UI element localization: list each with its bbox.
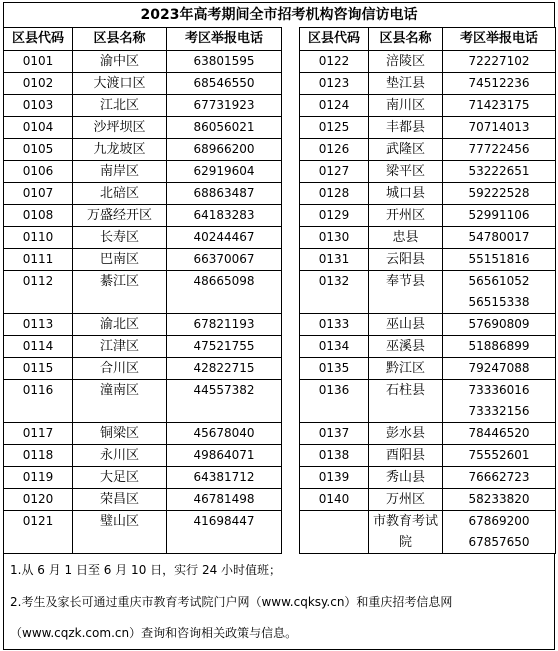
phone-number: 42822715 [193,361,255,375]
phone-number: 58233820 [468,492,530,506]
district-name: 铜梁区 [73,423,167,445]
note-1: 1.从 6 月 1 日至 6 月 10 日，实行 24 小时值班； [10,563,282,577]
report-phone [167,249,282,271]
district-code [300,511,369,554]
district-code: 0101 [4,51,73,73]
district-name: 南岸区 [73,161,167,183]
district-name: 大渡口区 [73,73,167,95]
district-name: 彭水县 [369,423,443,445]
phone-number: 74512236 [468,76,530,90]
report-phone [167,380,282,423]
report-phone [167,314,282,336]
district-code: 0130 [300,227,369,249]
district-name: 南川区 [369,95,443,117]
district-code: 0112 [4,271,73,314]
table-row [4,271,556,314]
district-name: 云阳县 [369,249,443,271]
report-phone [167,205,282,227]
phone-number: 56515338 [468,295,530,309]
district-name: 璧山区 [73,511,167,554]
report-phone [443,161,556,183]
phone-number: 67731923 [193,98,255,112]
header-phone-right: 考区举报电话 [443,28,556,51]
report-phone [443,139,556,161]
column-gap [282,28,300,51]
report-phone [167,489,282,511]
district-name: 渝北区 [73,314,167,336]
phone-number: 86056021 [193,120,255,134]
report-phone [443,380,556,423]
district-code: 0120 [4,489,73,511]
report-phone [167,117,282,139]
table-row [4,380,556,423]
table-row [4,489,556,511]
notes-section [3,554,555,650]
district-code: 0102 [4,73,73,95]
district-code: 0114 [4,336,73,358]
phone-number: 52991106 [468,208,530,222]
district-code: 0123 [300,73,369,95]
district-code: 0105 [4,139,73,161]
district-code: 0137 [300,423,369,445]
phone-number: 75552601 [468,448,530,462]
report-phone [443,314,556,336]
header-phone-left: 考区举报电话 [167,28,282,51]
table-row [4,51,556,73]
report-phone [167,271,282,314]
phone-number: 78446520 [468,426,530,440]
district-code: 0129 [300,205,369,227]
district-name: 潼南区 [73,380,167,423]
report-phone [443,271,556,314]
district-code: 0131 [300,249,369,271]
column-gap [282,73,300,95]
district-code: 0127 [300,161,369,183]
page-title: 2023年高考期间全市招考机构咨询信访电话 [3,2,555,27]
phone-number: 41698447 [193,514,255,528]
district-name: 巫溪县 [369,336,443,358]
report-phone [443,117,556,139]
phone-number: 64381712 [193,470,255,484]
column-gap [282,314,300,336]
report-phone [167,423,282,445]
district-name: 奉节县 [369,271,443,314]
column-gap [282,183,300,205]
district-code: 0107 [4,183,73,205]
district-name: 荣昌区 [73,489,167,511]
column-gap [282,271,300,314]
district-name: 长寿区 [73,227,167,249]
district-code: 0122 [300,51,369,73]
district-name: 丰都县 [369,117,443,139]
district-code: 0103 [4,95,73,117]
district-name: 梁平区 [369,161,443,183]
table-row [4,314,556,336]
table-row [4,358,556,380]
note-2: 2.考生及家长可通过重庆市教育考试院门户网（www.cqksy.cn）和重庆招考信息网（www.cqzk.com.cn）查询和咨询相关政策与信息。 [10,595,453,640]
phone-number: 47521755 [193,339,255,353]
table-row [4,511,556,554]
district-name: 开州区 [369,205,443,227]
phone-number: 57690809 [468,317,530,331]
district-name: 武隆区 [369,139,443,161]
column-gap [282,205,300,227]
phone-number: 76662723 [468,470,530,484]
header-name-left: 区县名称 [73,28,167,51]
report-phone [443,511,556,554]
district-name: 江津区 [73,336,167,358]
table-row [4,249,556,271]
district-name: 合川区 [73,358,167,380]
district-code: 0124 [300,95,369,117]
report-phone [167,358,282,380]
table-row [4,73,556,95]
district-code: 0108 [4,205,73,227]
phone-number: 67821193 [193,317,255,331]
column-gap [282,380,300,423]
report-phone [443,358,556,380]
phone-number: 68546550 [193,76,255,90]
district-code: 0134 [300,336,369,358]
district-code: 0128 [300,183,369,205]
district-code: 0115 [4,358,73,380]
report-phone [443,183,556,205]
district-name: 万盛经开区 [73,205,167,227]
district-code: 0139 [300,467,369,489]
table-row [4,336,556,358]
district-code: 0104 [4,117,73,139]
phone-number: 66370067 [193,252,255,266]
phone-number: 73336016 [468,383,530,397]
table-row [4,445,556,467]
district-name: 巫山县 [369,314,443,336]
report-phone [443,73,556,95]
phone-number: 72227102 [468,54,530,68]
district-code: 0138 [300,445,369,467]
district-code: 0110 [4,227,73,249]
phone-number: 67869200 [468,514,530,528]
district-name: 綦江区 [73,271,167,314]
district-code: 0106 [4,161,73,183]
district-name: 市教育考试院 [369,511,443,554]
report-phone [167,227,282,249]
column-gap [282,95,300,117]
report-phone [167,139,282,161]
district-name: 九龙坡区 [73,139,167,161]
report-phone [167,51,282,73]
contact-table [3,27,556,554]
phone-number: 73332156 [468,404,530,418]
phone-number: 48665098 [193,274,255,288]
phone-number: 64183283 [193,208,255,222]
district-name: 城口县 [369,183,443,205]
column-gap [282,51,300,73]
phone-number: 56561052 [468,274,530,288]
phone-number: 49864071 [193,448,255,462]
phone-number: 79247088 [468,361,530,375]
district-code: 0117 [4,423,73,445]
phone-number: 53222651 [468,164,530,178]
phone-number: 45678040 [193,426,255,440]
district-name: 垫江县 [369,73,443,95]
district-name: 秀山县 [369,467,443,489]
report-phone [443,445,556,467]
phone-number: 44557382 [193,383,255,397]
phone-number: 59222528 [468,186,530,200]
table-row [4,423,556,445]
phone-number: 62919604 [193,164,255,178]
report-phone [167,445,282,467]
table-row [4,95,556,117]
table-row [4,227,556,249]
district-name: 酉阳县 [369,445,443,467]
district-code: 0133 [300,314,369,336]
report-phone [167,161,282,183]
column-gap [282,249,300,271]
district-name: 巴南区 [73,249,167,271]
report-phone [167,336,282,358]
column-gap [282,445,300,467]
district-code: 0119 [4,467,73,489]
report-phone [167,467,282,489]
district-name: 忠县 [369,227,443,249]
phone-number: 70714013 [468,120,530,134]
phone-number: 55151816 [468,252,530,266]
report-phone [443,227,556,249]
column-gap [282,336,300,358]
header-code-left: 区县代码 [4,28,73,51]
district-code: 0126 [300,139,369,161]
district-name: 黔江区 [369,358,443,380]
column-gap [282,139,300,161]
phone-number: 51886899 [468,339,530,353]
phone-number: 63801595 [193,54,255,68]
phone-number: 67857650 [468,535,530,549]
phone-number: 68966200 [193,142,255,156]
column-gap [282,467,300,489]
column-gap [282,511,300,554]
district-code: 0118 [4,445,73,467]
table-header-row [4,28,556,51]
phone-number: 46781498 [193,492,255,506]
phone-number: 54780017 [468,230,530,244]
header-code-right: 区县代码 [300,28,369,51]
report-phone [167,73,282,95]
district-name: 沙坪坝区 [73,117,167,139]
table-row [4,205,556,227]
column-gap [282,423,300,445]
district-code: 0121 [4,511,73,554]
report-phone [443,205,556,227]
header-name-right: 区县名称 [369,28,443,51]
table-row [4,139,556,161]
report-phone [167,511,282,554]
report-phone [167,95,282,117]
district-name: 永川区 [73,445,167,467]
phone-number: 40244467 [193,230,255,244]
phone-number: 71423175 [468,98,530,112]
district-code: 0135 [300,358,369,380]
report-phone [443,423,556,445]
district-name: 石柱县 [369,380,443,423]
phone-number: 77722456 [468,142,530,156]
district-name: 涪陵区 [369,51,443,73]
district-name: 渝中区 [73,51,167,73]
column-gap [282,117,300,139]
district-code: 0113 [4,314,73,336]
report-phone [167,183,282,205]
phone-number: 68863487 [193,186,255,200]
report-phone [443,51,556,73]
column-gap [282,358,300,380]
document [3,2,555,650]
table-row [4,183,556,205]
report-phone [443,249,556,271]
table-row [4,117,556,139]
district-name: 大足区 [73,467,167,489]
district-code: 0125 [300,117,369,139]
district-name: 江北区 [73,95,167,117]
district-name: 北碚区 [73,183,167,205]
district-code: 0116 [4,380,73,423]
district-code: 0140 [300,489,369,511]
report-phone [443,95,556,117]
table-row [4,467,556,489]
table-row [4,161,556,183]
district-code: 0111 [4,249,73,271]
report-phone [443,489,556,511]
column-gap [282,489,300,511]
district-code: 0136 [300,380,369,423]
column-gap [282,227,300,249]
column-gap [282,161,300,183]
district-name: 万州区 [369,489,443,511]
district-code: 0132 [300,271,369,314]
report-phone [443,467,556,489]
report-phone [443,336,556,358]
